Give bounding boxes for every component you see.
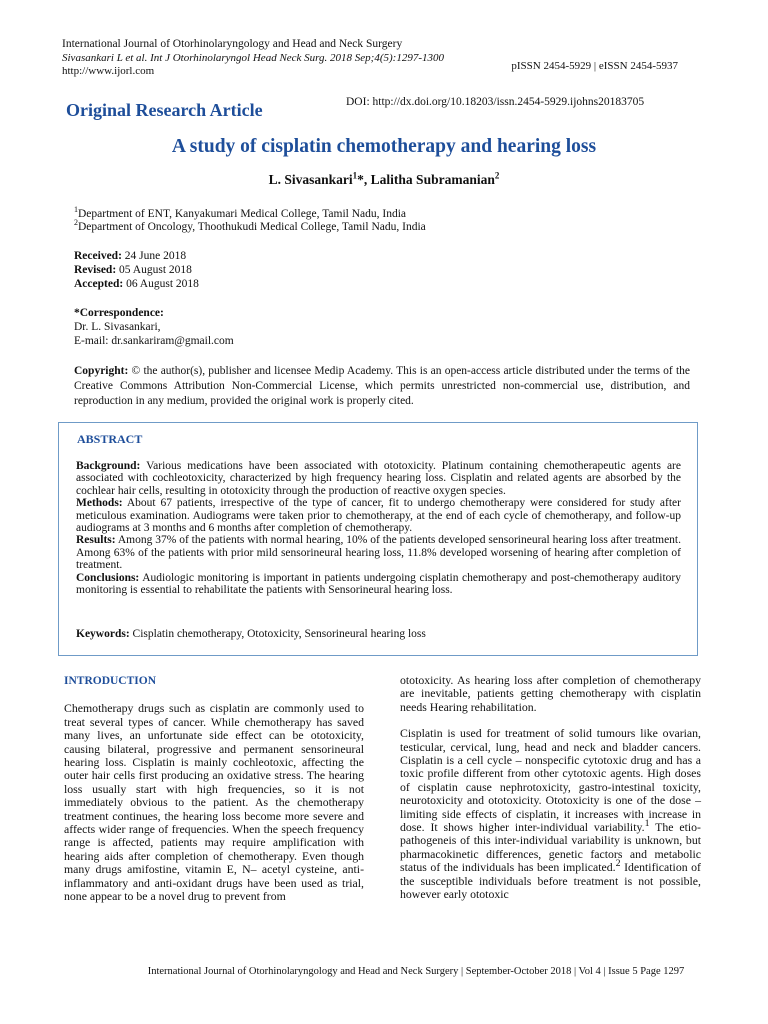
author-name: L. Sivasankari — [268, 172, 353, 187]
correspondence-label: *Correspondence: — [74, 307, 164, 319]
received-label: Received: — [74, 250, 122, 262]
conclusions-text: Audiologic monitoring is important in patients undergoing cisplatin chemotherapy and post-chemotherapy auditory monitoring is essential to rehabilitate the patients with Sensorineural hearing loss. — [76, 571, 681, 597]
introduction-paragraph: Chemotherapy drugs such as cisplatin are commonly used to treat several types of cancer. While chemotherapy has saved many lives, an unfortunate side effect can be ototoxicity, causing bilateral, progressive and permanent sensorineural hearing loss. Cisplatin is mainly cochleotoxic, affecting the outer hair cells first producing an oxidative stress. The hearing loss usually start with high frequencies, so it is not immediately obvious to the patient. As the chemotherapy treatment continues, the hearing loss become more severe and affects wider range of frequencies. When the speech frequency range is affected, patients may require amplification with hearing aids after completion of chemotherapy. Even though many drugs amifostine, vitamin E, N– acetyl cysteine, anti- inflammatory and anti-oxidant drugs have been used as trial, none appear to be a novel drug to prevent from — [64, 701, 364, 904]
affiliation-sup: 2 — [74, 218, 78, 228]
journal-url[interactable]: http://www.ijorl.com — [62, 65, 155, 77]
introduction-heading: INTRODUCTION — [64, 675, 157, 687]
conclusions-label: Conclusions: — [76, 571, 140, 584]
body-paragraph: ototoxicity. As hearing loss after completion of chemotherapy are inevitable, patients getting chemotherapy with cisplatin needs Hearing rehabilitation. — [400, 673, 701, 714]
revised-label: Revised: — [74, 264, 117, 276]
article-type: Original Research Article — [66, 100, 263, 120]
abstract-heading: ABSTRACT — [77, 432, 143, 446]
author-list — [0, 172, 768, 188]
copyright-label: Copyright: — [74, 365, 129, 377]
keywords-label: Keywords: — [76, 628, 130, 640]
citation-sup[interactable]: 2 — [615, 858, 621, 870]
abstract-keywords — [76, 628, 681, 640]
affiliation-sup: 1 — [74, 205, 78, 215]
results-label: Results: — [76, 534, 116, 547]
author-separator: , — [363, 172, 371, 187]
accepted-date — [74, 278, 199, 290]
background-text: Various medications have been associated with ototoxicity. Platinum containing chemotherapeutic agents are associated with cochleotoxicity, characterized by high frequency hearing loss. Cisplatin and related agents are absorbed by the cochlear hair cells, resulting in ototoxicity through the production of reactive oxygen species. — [76, 460, 681, 497]
methods-label: Methods: — [76, 497, 123, 510]
citation: Sivasankari L et al. Int J Otorhinolaryngol Head Neck Surg. 2018 Sep;4(5):1297-1300 — [62, 52, 444, 64]
abstract-body — [76, 460, 681, 596]
doi-link[interactable]: DOI: http://dx.doi.org/10.18203/issn.2454-5929.ijohns20183705 — [346, 96, 645, 108]
abstract-results — [76, 534, 681, 571]
received-date — [74, 250, 186, 262]
body-text: Cisplatin is used for treatment of solid tumours like ovarian, testicular, cervical, lung, head and neck and bladder cancers. Cisplatin is a cell cycle – nonspecific cytotoxic drug and has a toxic profile different from other cytotoxic agents. High doses of cisplatin cause nephrotoxicity, gastro-intestinal toxicity, neurotoxicity and ototoxicity. Ototoxicity is one of the dose – limiting side effects of cisplatin, it increases with increase in dose. It shows higher inter-individual variability. — [400, 726, 701, 835]
correspondence-email[interactable]: E-mail: dr.sankariram@gmail.com — [74, 335, 234, 347]
accepted-value: 06 August 2018 — [123, 278, 199, 290]
copyright-notice — [74, 364, 690, 409]
author-name: Lalitha Subramanian — [370, 172, 495, 187]
copyright-text: © the author(s), publisher and licensee Medip Academy. This is an open-access article distributed under the terms of the Creative Commons Attribution Non-Commercial License, which permits unrestricted non-commercial use, distribution, and reproduction in any medium, provided the original work is properly cited. — [74, 365, 690, 407]
body-text: Identification of the susceptible individuals before treatment is not possible, however early ototoxic — [400, 860, 701, 902]
abstract-background — [76, 460, 681, 497]
correspondence-name: Dr. L. Sivasankari, — [74, 321, 161, 333]
body-paragraph — [400, 727, 701, 901]
received-value: 24 June 2018 — [121, 250, 187, 262]
citation-sup[interactable]: 1 — [644, 818, 650, 830]
paper-title: A study of cisplatin chemotherapy and hearing loss — [171, 136, 597, 157]
results-text: Among 37% of the patients with normal hearing, 10% of the patients developed sensorineural hearing loss after treatment. Among 63% of the patients with prior mild sensorineural hearing loss, 11.8% developed worsening of hearing after completion of treatment. — [76, 534, 681, 572]
revised-date — [74, 264, 192, 276]
author-affil-sup: 2 — [494, 170, 500, 181]
left-column — [64, 675, 364, 904]
right-column — [400, 674, 701, 902]
affiliation-text: Department of Oncology, Thoothukudi Medical College, Tamil Nadu, India — [78, 221, 426, 233]
revised-value: 05 August 2018 — [116, 264, 192, 276]
abstract-conclusions — [76, 572, 681, 597]
corresponding-mark: * — [357, 172, 364, 187]
abstract-methods — [76, 497, 681, 534]
page-footer: International Journal of Otorhinolaryngology and Head and Neck Surgery | September-October 2018 | Vol 4 | Issue 5 Page 1297 — [147, 966, 685, 977]
affiliation — [74, 205, 407, 220]
correspondence — [74, 306, 234, 348]
abstract-box — [58, 422, 698, 656]
methods-text: About 67 patients, irrespective of the type of cancer, fit to undergo chemotherapy were considered for study after meticulous examination. Audiograms were taken prior to chemotherapy, at the end of each cycle of chemotherapy, and follow-up audiograms at 3 months and 6 months after completion of chemotherapy. — [76, 497, 681, 535]
affiliation-text: Department of ENT, Kanyakumari Medical College, Tamil Nadu, India — [78, 208, 407, 220]
issn: pISSN 2454-5929 | eISSN 2454-5937 — [511, 60, 678, 72]
body-text: The etio-pathogeneis of this inter-individual variability is unknown, but pharmacokinetic differences, genetic factors and metabolic status of the individuals has been implicated. — [400, 820, 701, 875]
affiliation — [74, 218, 426, 233]
author-affil-sup: 1 — [352, 170, 358, 181]
keywords-text: Cisplatin chemotherapy, Ototoxicity, Sensorineural hearing loss — [129, 628, 426, 640]
accepted-label: Accepted: — [74, 278, 124, 290]
journal-name: International Journal of Otorhinolaryngology and Head and Neck Surgery — [62, 38, 403, 50]
background-label: Background: — [76, 460, 141, 472]
